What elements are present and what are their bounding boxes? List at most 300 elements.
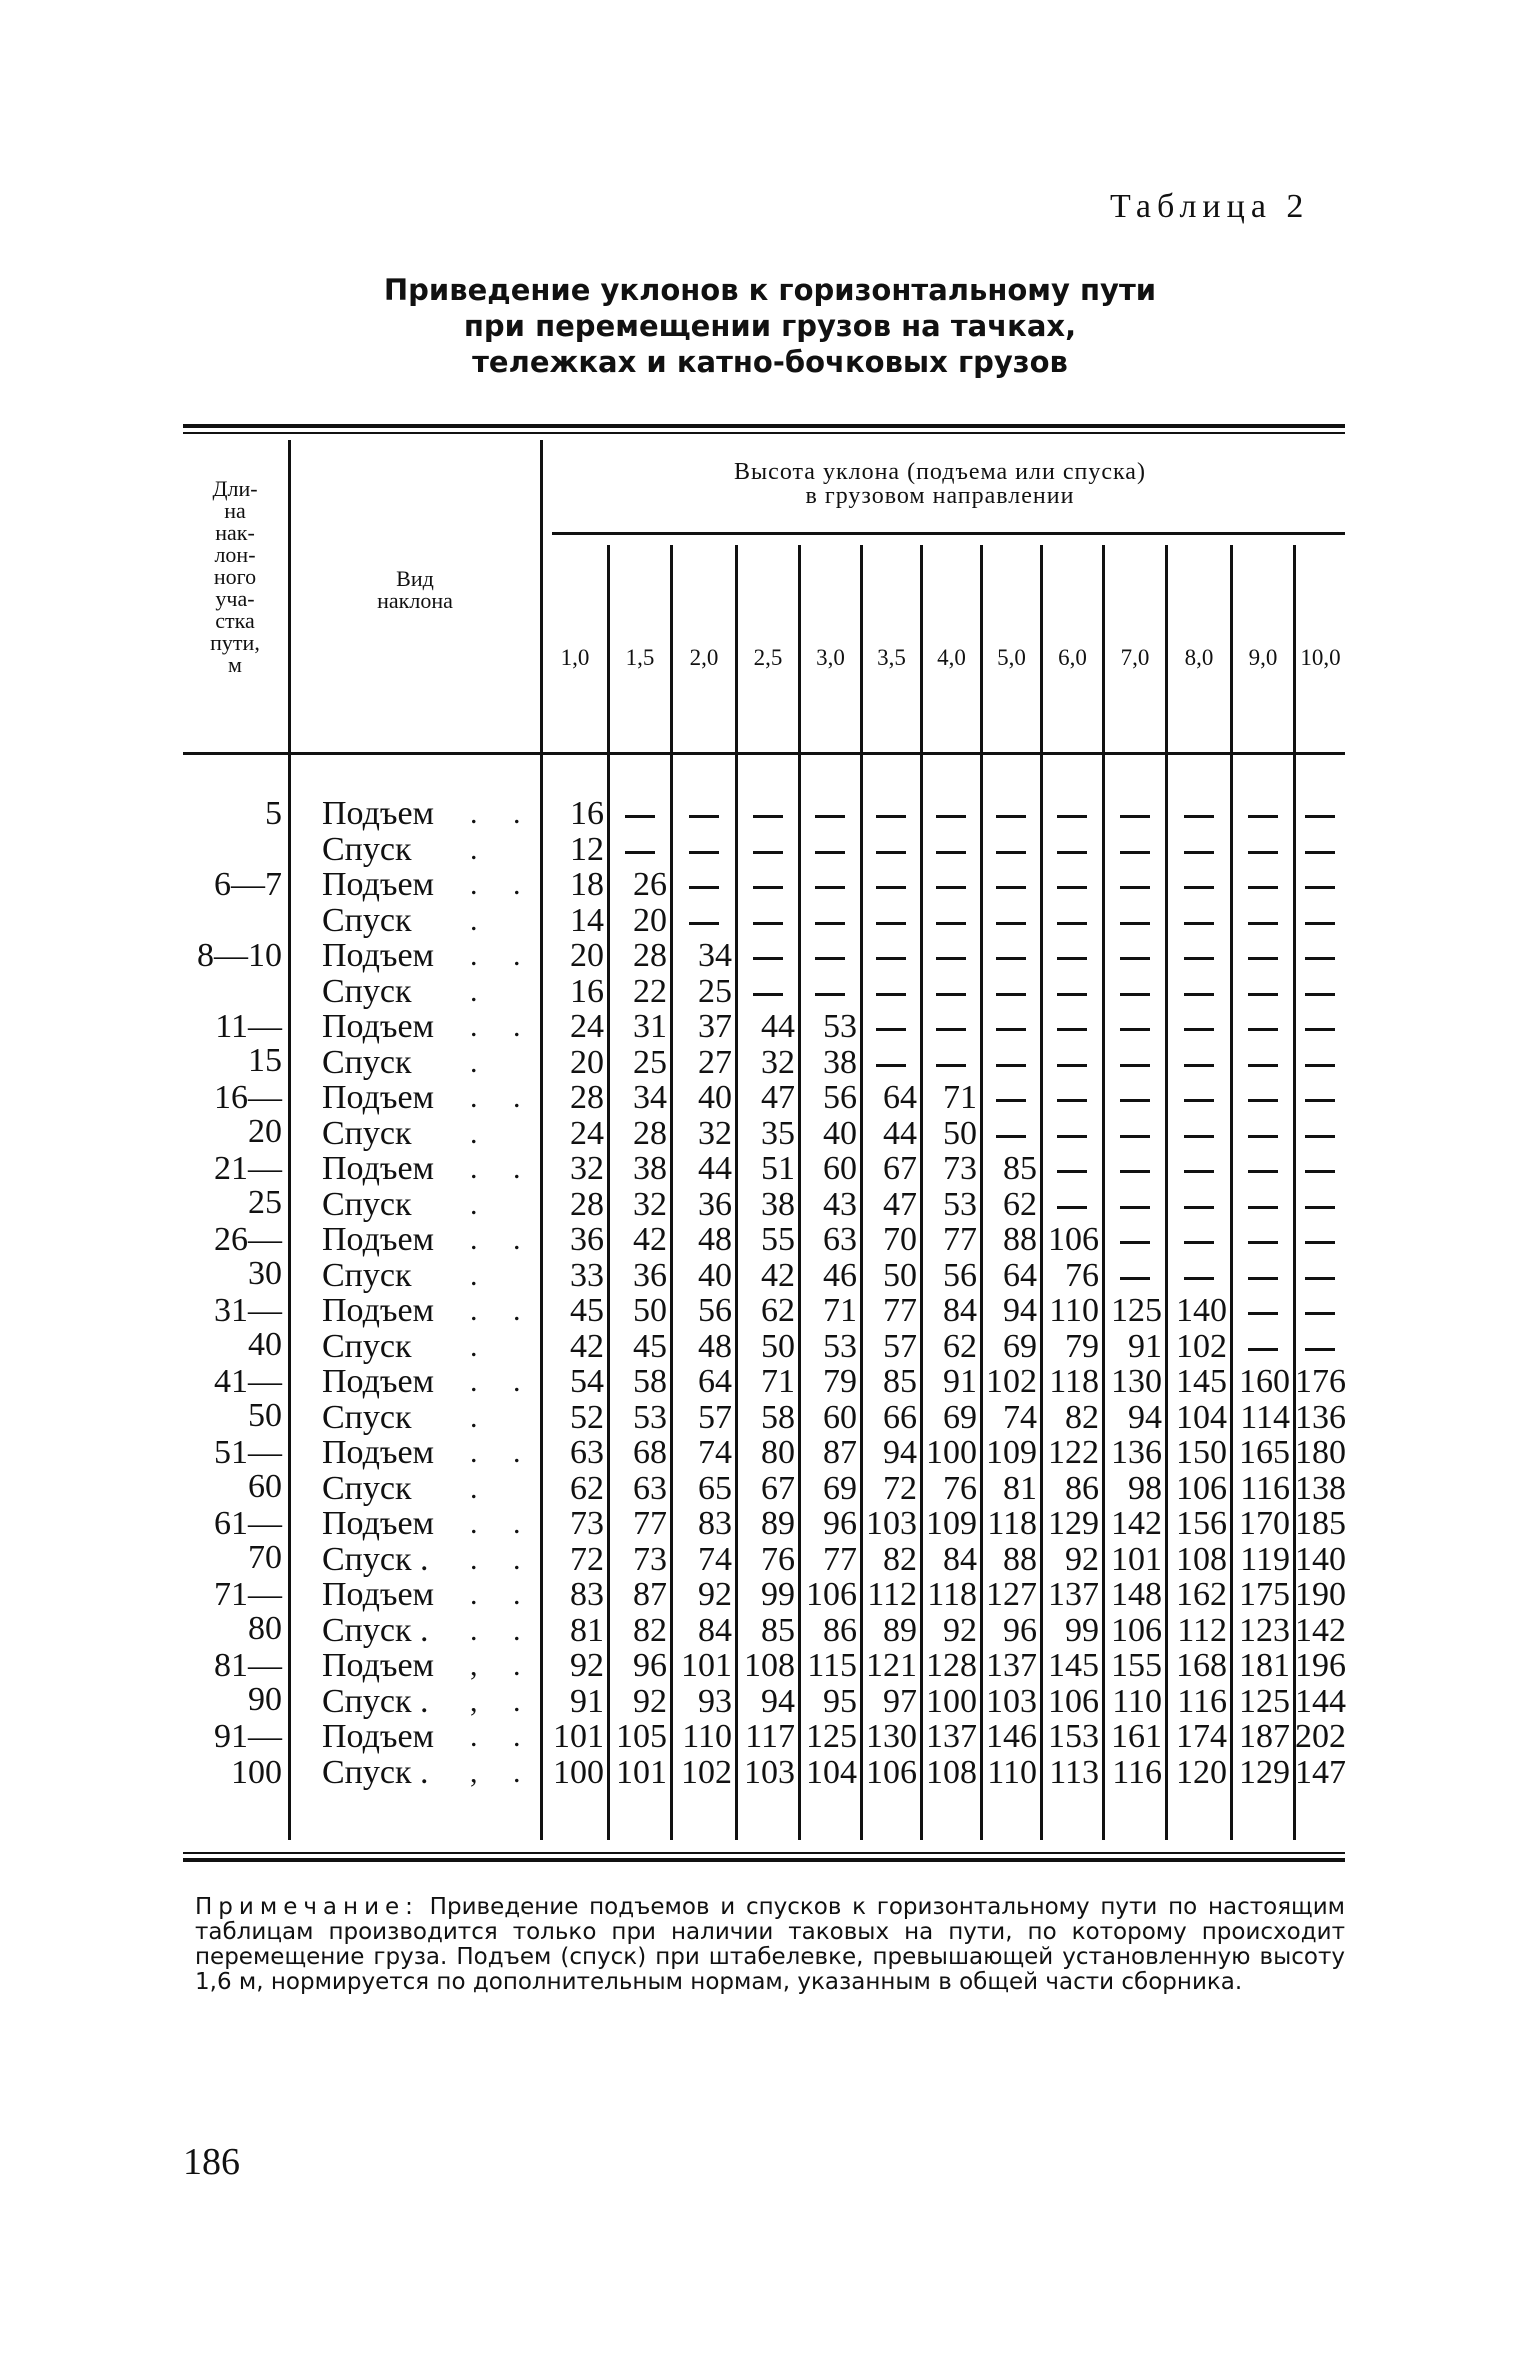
table-cell: 74 xyxy=(698,1434,732,1471)
table-cell: 57 xyxy=(883,1328,917,1365)
table-cell: 118 xyxy=(927,1576,977,1613)
table-cell: 94 xyxy=(1003,1292,1037,1329)
header-length-line: нак- xyxy=(215,520,255,545)
table-cell: 77 xyxy=(883,1292,917,1329)
footnote xyxy=(195,1895,1345,1995)
empty-cell-dash xyxy=(996,957,1026,960)
table-cell: 82 xyxy=(883,1541,917,1578)
table-cell: 168 xyxy=(1176,1647,1227,1684)
table-cell: 85 xyxy=(883,1363,917,1400)
empty-cell-dash xyxy=(876,815,906,818)
header-length-line: пути, xyxy=(210,630,260,655)
table-cell: 108 xyxy=(744,1647,795,1684)
empty-cell-dash xyxy=(1184,1241,1214,1244)
row-length: 16—20 xyxy=(214,1079,282,1150)
table-cell: 125 xyxy=(1239,1683,1290,1720)
leader-dots: . xyxy=(470,975,492,1008)
empty-cell-dash xyxy=(1184,1099,1214,1102)
table-cell: 53 xyxy=(823,1328,857,1365)
table-cell: 112 xyxy=(1177,1612,1227,1649)
table-cell: 28 xyxy=(633,937,667,974)
empty-cell-dash xyxy=(936,851,966,854)
table-cell: 40 xyxy=(698,1257,732,1294)
table-cell: 142 xyxy=(1295,1612,1346,1649)
table-cell: 51 xyxy=(761,1150,795,1187)
table-cell: 105 xyxy=(616,1718,667,1755)
empty-cell-dash xyxy=(1305,886,1335,889)
empty-cell-dash xyxy=(1120,1099,1150,1102)
table-cell: 85 xyxy=(1003,1150,1037,1187)
leader-dots: . xyxy=(470,1117,492,1150)
table-cell: 56 xyxy=(943,1257,977,1294)
table-cell: 89 xyxy=(883,1612,917,1649)
empty-cell-dash xyxy=(1248,1099,1278,1102)
row-kind: Спуск xyxy=(322,1328,412,1365)
table-cell: 103 xyxy=(866,1505,917,1542)
row-kind: Спуск xyxy=(322,1257,412,1294)
leader-dots: , . xyxy=(470,1649,535,1682)
table-cell: 68 xyxy=(633,1434,667,1471)
empty-cell-dash xyxy=(753,886,783,889)
table-cell: 32 xyxy=(570,1150,604,1187)
table-cell: 81 xyxy=(570,1612,604,1649)
table-cell: 86 xyxy=(823,1612,857,1649)
height-subrule xyxy=(552,532,1345,535)
empty-cell-dash xyxy=(1057,993,1087,996)
table-number: Таблица 2 xyxy=(1110,188,1310,225)
row-kind: Подъем xyxy=(322,1292,435,1329)
empty-cell-dash xyxy=(1248,1348,1278,1351)
empty-cell-dash xyxy=(753,851,783,854)
table-cell: 137 xyxy=(986,1647,1037,1684)
table-cell: 60 xyxy=(823,1399,857,1436)
row-kind: Спуск xyxy=(322,902,412,939)
row-length: 21—25 xyxy=(214,1150,282,1221)
empty-cell-dash xyxy=(1305,1170,1335,1173)
table-cell: 45 xyxy=(633,1328,667,1365)
table-cell: 72 xyxy=(883,1470,917,1507)
leader-dots: , . xyxy=(470,1756,535,1789)
table-cell: 136 xyxy=(1111,1434,1162,1471)
row-kind: Спуск . xyxy=(322,1612,429,1649)
table-cell: 103 xyxy=(744,1754,795,1791)
leader-dots: . . xyxy=(470,797,535,830)
table-cell: 88 xyxy=(1003,1221,1037,1258)
empty-cell-dash xyxy=(1248,851,1278,854)
table-cell: 100 xyxy=(553,1754,604,1791)
table-cell: 62 xyxy=(1003,1186,1037,1223)
table-cell: 47 xyxy=(761,1079,795,1116)
empty-cell-dash xyxy=(1305,1348,1335,1351)
column-header: 3,5 xyxy=(877,645,906,670)
table-cell: 48 xyxy=(698,1328,732,1365)
empty-cell-dash xyxy=(1120,922,1150,925)
table-cell: 127 xyxy=(986,1576,1037,1613)
row-length: 8—10 xyxy=(197,937,282,974)
table-cell: 79 xyxy=(823,1363,857,1400)
table-cell: 25 xyxy=(633,1044,667,1081)
table-cell: 56 xyxy=(698,1292,732,1329)
table-cell: 36 xyxy=(633,1257,667,1294)
table-cell: 91 xyxy=(1128,1328,1162,1365)
empty-cell-dash xyxy=(1120,851,1150,854)
empty-cell-dash xyxy=(1305,815,1335,818)
table-cell: 100 xyxy=(926,1683,977,1720)
empty-cell-dash xyxy=(1305,1241,1335,1244)
table-cell: 99 xyxy=(761,1576,795,1613)
empty-cell-dash xyxy=(1184,1206,1214,1209)
table-cell: 83 xyxy=(570,1576,604,1613)
empty-cell-dash xyxy=(996,1064,1026,1067)
table-cell: 137 xyxy=(926,1718,977,1755)
column-header: 1,5 xyxy=(625,645,655,670)
table-cell: 187 xyxy=(1239,1718,1290,1755)
table-cell: 50 xyxy=(943,1115,977,1152)
row-length: 61—70 xyxy=(214,1505,282,1576)
header-length-line: Дли- xyxy=(212,476,258,501)
leader-dots: . . xyxy=(470,1614,535,1647)
table-cell: 64 xyxy=(698,1363,732,1400)
table-cell: 40 xyxy=(823,1115,857,1152)
row-kind: Подъем xyxy=(322,1718,435,1755)
table-cell: 109 xyxy=(986,1434,1037,1471)
empty-cell-dash xyxy=(1120,886,1150,889)
table-cell: 99 xyxy=(1065,1612,1099,1649)
top-rule xyxy=(183,424,1345,428)
empty-cell-dash xyxy=(625,851,655,854)
table-cell: 70 xyxy=(883,1221,917,1258)
table-cell: 106 xyxy=(1048,1221,1099,1258)
table-cell: 62 xyxy=(943,1328,977,1365)
table-cell: 38 xyxy=(761,1186,795,1223)
table-cell: 101 xyxy=(616,1754,667,1791)
table-cell: 140 xyxy=(1295,1541,1346,1578)
table-cell: 175 xyxy=(1239,1576,1290,1613)
row-length: 31—40 xyxy=(214,1292,282,1363)
table-cell: 122 xyxy=(1048,1434,1099,1471)
header-length-line: на xyxy=(224,498,246,523)
row-kind: Подъем xyxy=(322,1576,435,1613)
table-cell: 129 xyxy=(1239,1754,1290,1791)
empty-cell-dash xyxy=(1305,922,1335,925)
row-kind: Подъем xyxy=(322,1647,435,1684)
table-cell: 103 xyxy=(986,1683,1037,1720)
table-cell: 118 xyxy=(1049,1363,1099,1400)
empty-cell-dash xyxy=(625,815,655,818)
table-cell: 76 xyxy=(943,1470,977,1507)
table-cell: 125 xyxy=(1111,1292,1162,1329)
table-cell: 146 xyxy=(986,1718,1037,1755)
table-cell: 114 xyxy=(1240,1399,1290,1436)
table-cell: 123 xyxy=(1239,1612,1290,1649)
table-cell: 108 xyxy=(1176,1541,1227,1578)
table-cell: 119 xyxy=(1240,1541,1290,1578)
column-header: 5,0 xyxy=(997,645,1026,670)
leader-dots: . xyxy=(470,904,492,937)
header-height xyxy=(560,460,1320,508)
table-cell: 165 xyxy=(1239,1434,1290,1471)
table-cell: 43 xyxy=(823,1186,857,1223)
column-header: 2,0 xyxy=(689,645,719,670)
empty-cell-dash xyxy=(1248,1277,1278,1280)
table-cell: 101 xyxy=(681,1647,732,1684)
empty-cell-dash xyxy=(996,1135,1026,1138)
empty-cell-dash xyxy=(1057,815,1087,818)
row-kind: Спуск xyxy=(322,1186,412,1223)
empty-cell-dash xyxy=(689,815,719,818)
table-cell: 85 xyxy=(761,1612,795,1649)
table-cell: 63 xyxy=(570,1434,604,1471)
empty-cell-dash xyxy=(753,957,783,960)
empty-cell-dash xyxy=(996,815,1026,818)
table-cell: 110 xyxy=(987,1754,1037,1791)
table-cell: 24 xyxy=(570,1115,604,1152)
table-cell: 148 xyxy=(1111,1576,1162,1613)
table-cell: 82 xyxy=(633,1612,667,1649)
table-cell: 20 xyxy=(633,902,667,939)
empty-cell-dash xyxy=(815,886,845,889)
table-cell: 101 xyxy=(1111,1541,1162,1578)
empty-cell-dash xyxy=(1184,1170,1214,1173)
table-cell: 28 xyxy=(570,1079,604,1116)
table-cell: 145 xyxy=(1048,1647,1099,1684)
empty-cell-dash xyxy=(1184,957,1214,960)
table-cell: 116 xyxy=(1112,1754,1162,1791)
table-cell: 180 xyxy=(1295,1434,1346,1471)
table-cell: 25 xyxy=(698,973,732,1010)
table-cell: 142 xyxy=(1111,1505,1162,1542)
table-cell: 96 xyxy=(823,1505,857,1542)
empty-cell-dash xyxy=(1057,1206,1087,1209)
table-cell: 74 xyxy=(698,1541,732,1578)
table-cell: 140 xyxy=(1176,1292,1227,1329)
leader-dots: . . xyxy=(470,1365,535,1398)
bottom-rule xyxy=(183,1858,1345,1862)
leader-dots: . . xyxy=(470,868,535,901)
table-cell: 32 xyxy=(761,1044,795,1081)
table-cell: 65 xyxy=(698,1470,732,1507)
row-length: 11—15 xyxy=(215,1008,282,1079)
table-cell: 20 xyxy=(570,1044,604,1081)
table-cell: 53 xyxy=(823,1008,857,1045)
table-cell: 44 xyxy=(698,1150,732,1187)
empty-cell-dash xyxy=(1305,1028,1335,1031)
table-cell: 102 xyxy=(1176,1328,1227,1365)
column-header: 10,0 xyxy=(1300,645,1341,670)
empty-cell-dash xyxy=(1305,993,1335,996)
column-header: 8,0 xyxy=(1184,645,1214,670)
table-cell: 22 xyxy=(633,973,667,1010)
table-cell: 118 xyxy=(987,1505,1037,1542)
table-cell: 64 xyxy=(883,1079,917,1116)
row-length: 51—60 xyxy=(214,1434,282,1505)
header-height-line: в грузовом направлении xyxy=(805,483,1075,509)
empty-cell-dash xyxy=(1184,815,1214,818)
table-cell: 64 xyxy=(1003,1257,1037,1294)
leader-dots: . xyxy=(470,833,492,866)
empty-cell-dash xyxy=(689,922,719,925)
table-cell: 63 xyxy=(633,1470,667,1507)
row-length: 91— xyxy=(214,1718,282,1755)
column-header: 9,0 xyxy=(1248,645,1278,670)
leader-dots: . xyxy=(470,1259,492,1292)
table-cell: 66 xyxy=(883,1399,917,1436)
table-cell: 32 xyxy=(633,1186,667,1223)
table-cell: 60 xyxy=(823,1150,857,1187)
table-cell: 120 xyxy=(1176,1754,1227,1791)
row-kind: Подъем xyxy=(322,937,435,974)
table-cell: 181 xyxy=(1239,1647,1290,1684)
empty-cell-dash xyxy=(1057,1064,1087,1067)
row-kind: Подъем xyxy=(322,1505,435,1542)
table-cell: 76 xyxy=(761,1541,795,1578)
empty-cell-dash xyxy=(936,1064,966,1067)
empty-cell-dash xyxy=(1184,851,1214,854)
empty-cell-dash xyxy=(876,922,906,925)
table-cell: 28 xyxy=(570,1186,604,1223)
table-cell: 42 xyxy=(761,1257,795,1294)
leader-dots: . xyxy=(470,1188,492,1221)
row-kind: Спуск . xyxy=(322,1541,429,1578)
table-cell: 48 xyxy=(698,1221,732,1258)
empty-cell-dash xyxy=(996,922,1026,925)
header-length xyxy=(185,478,285,676)
empty-cell-dash xyxy=(1305,957,1335,960)
row-kind: Подъем xyxy=(322,1008,435,1045)
table-cell: 42 xyxy=(633,1221,667,1258)
table-cell: 44 xyxy=(761,1008,795,1045)
table-cell: 202 xyxy=(1295,1718,1346,1755)
table-cell: 110 xyxy=(1049,1292,1099,1329)
table-cell: 96 xyxy=(633,1647,667,1684)
leader-dots: . . xyxy=(470,1294,535,1327)
table-cell: 31 xyxy=(633,1008,667,1045)
row-kind: Подъем xyxy=(322,866,435,903)
table-cell: 34 xyxy=(633,1079,667,1116)
leader-dots: . xyxy=(470,1472,492,1505)
table-cell: 91 xyxy=(943,1363,977,1400)
empty-cell-dash xyxy=(1057,886,1087,889)
table-cell: 97 xyxy=(883,1683,917,1720)
table-cell: 110 xyxy=(1112,1683,1162,1720)
table-cell: 112 xyxy=(867,1576,917,1613)
table-cell: 38 xyxy=(823,1044,857,1081)
row-kind: Подъем xyxy=(322,1150,435,1187)
empty-cell-dash xyxy=(1120,815,1150,818)
table-cell: 52 xyxy=(570,1399,604,1436)
empty-cell-dash xyxy=(1248,1170,1278,1173)
empty-cell-dash xyxy=(689,886,719,889)
leader-dots: . . xyxy=(470,1720,535,1753)
table-cell: 73 xyxy=(570,1505,604,1542)
empty-cell-dash xyxy=(1248,886,1278,889)
table-cell: 104 xyxy=(806,1754,857,1791)
row-kind: Подъем xyxy=(322,1363,435,1400)
table-cell: 170 xyxy=(1239,1505,1290,1542)
table-cell: 92 xyxy=(570,1647,604,1684)
table-cell: 86 xyxy=(1065,1470,1099,1507)
empty-cell-dash xyxy=(1057,1170,1087,1173)
row-length: 81—90 xyxy=(214,1647,282,1718)
row-kind: Подъем xyxy=(322,1221,435,1258)
table-cell: 18 xyxy=(570,866,604,903)
table-cell: 102 xyxy=(986,1363,1037,1400)
table-cell: 71 xyxy=(761,1363,795,1400)
table-cell: 84 xyxy=(943,1541,977,1578)
table-cell: 101 xyxy=(553,1718,604,1755)
table-cell: 32 xyxy=(698,1115,732,1152)
table-cell: 92 xyxy=(633,1683,667,1720)
table-cell: 106 xyxy=(1048,1683,1099,1720)
column-header: 6,0 xyxy=(1058,645,1087,670)
table-cell: 73 xyxy=(943,1150,977,1187)
table-cell: 156 xyxy=(1176,1505,1227,1542)
table-cell: 144 xyxy=(1295,1683,1346,1720)
table-cell: 44 xyxy=(883,1115,917,1152)
table-cell: 102 xyxy=(681,1754,732,1791)
table-cell: 42 xyxy=(570,1328,604,1365)
table-cell: 94 xyxy=(761,1683,795,1720)
empty-cell-dash xyxy=(815,957,845,960)
page-number: 186 xyxy=(183,2141,240,2183)
table-cell: 37 xyxy=(698,1008,732,1045)
table-cell: 79 xyxy=(1065,1328,1099,1365)
footnote-label: Примечание: xyxy=(195,1894,419,1920)
table-cell: 46 xyxy=(823,1257,857,1294)
table-cell: 14 xyxy=(570,902,604,939)
row-length: 100 xyxy=(231,1754,282,1791)
table-cell: 92 xyxy=(1065,1541,1099,1578)
column-divider xyxy=(288,440,291,1840)
row-kind: Подъем xyxy=(322,1434,435,1471)
table-cell: 93 xyxy=(698,1683,732,1720)
table-cell: 108 xyxy=(926,1754,977,1791)
leader-dots: . xyxy=(470,1401,492,1434)
empty-cell-dash xyxy=(1248,1064,1278,1067)
header-kind-line: наклона xyxy=(377,588,453,613)
column-header: 4,0 xyxy=(937,645,966,670)
empty-cell-dash xyxy=(876,1064,906,1067)
table-cell: 26 xyxy=(633,866,667,903)
empty-cell-dash xyxy=(996,1099,1026,1102)
empty-cell-dash xyxy=(996,886,1026,889)
table-cell: 16 xyxy=(570,973,604,1010)
empty-cell-dash xyxy=(1184,1277,1214,1280)
empty-cell-dash xyxy=(936,957,966,960)
table-cell: 77 xyxy=(823,1541,857,1578)
table-cell: 96 xyxy=(1003,1612,1037,1649)
empty-cell-dash xyxy=(936,815,966,818)
empty-cell-dash xyxy=(1120,1241,1150,1244)
table-cell: 98 xyxy=(1128,1470,1162,1507)
table-cell: 174 xyxy=(1176,1718,1227,1755)
column-header: 3,0 xyxy=(816,645,845,670)
empty-cell-dash xyxy=(1248,1312,1278,1315)
table-cell: 50 xyxy=(883,1257,917,1294)
empty-cell-dash xyxy=(1120,1028,1150,1031)
table-cell: 27 xyxy=(698,1044,732,1081)
table-cell: 33 xyxy=(570,1257,604,1294)
table-cell: 121 xyxy=(866,1647,917,1684)
table-cell: 69 xyxy=(943,1399,977,1436)
table-cell: 67 xyxy=(761,1470,795,1507)
header-kind xyxy=(300,568,530,612)
empty-cell-dash xyxy=(1057,1135,1087,1138)
empty-cell-dash xyxy=(1184,886,1214,889)
empty-cell-dash xyxy=(1248,993,1278,996)
table-cell: 83 xyxy=(698,1505,732,1542)
row-kind: Подъем xyxy=(322,1079,435,1116)
